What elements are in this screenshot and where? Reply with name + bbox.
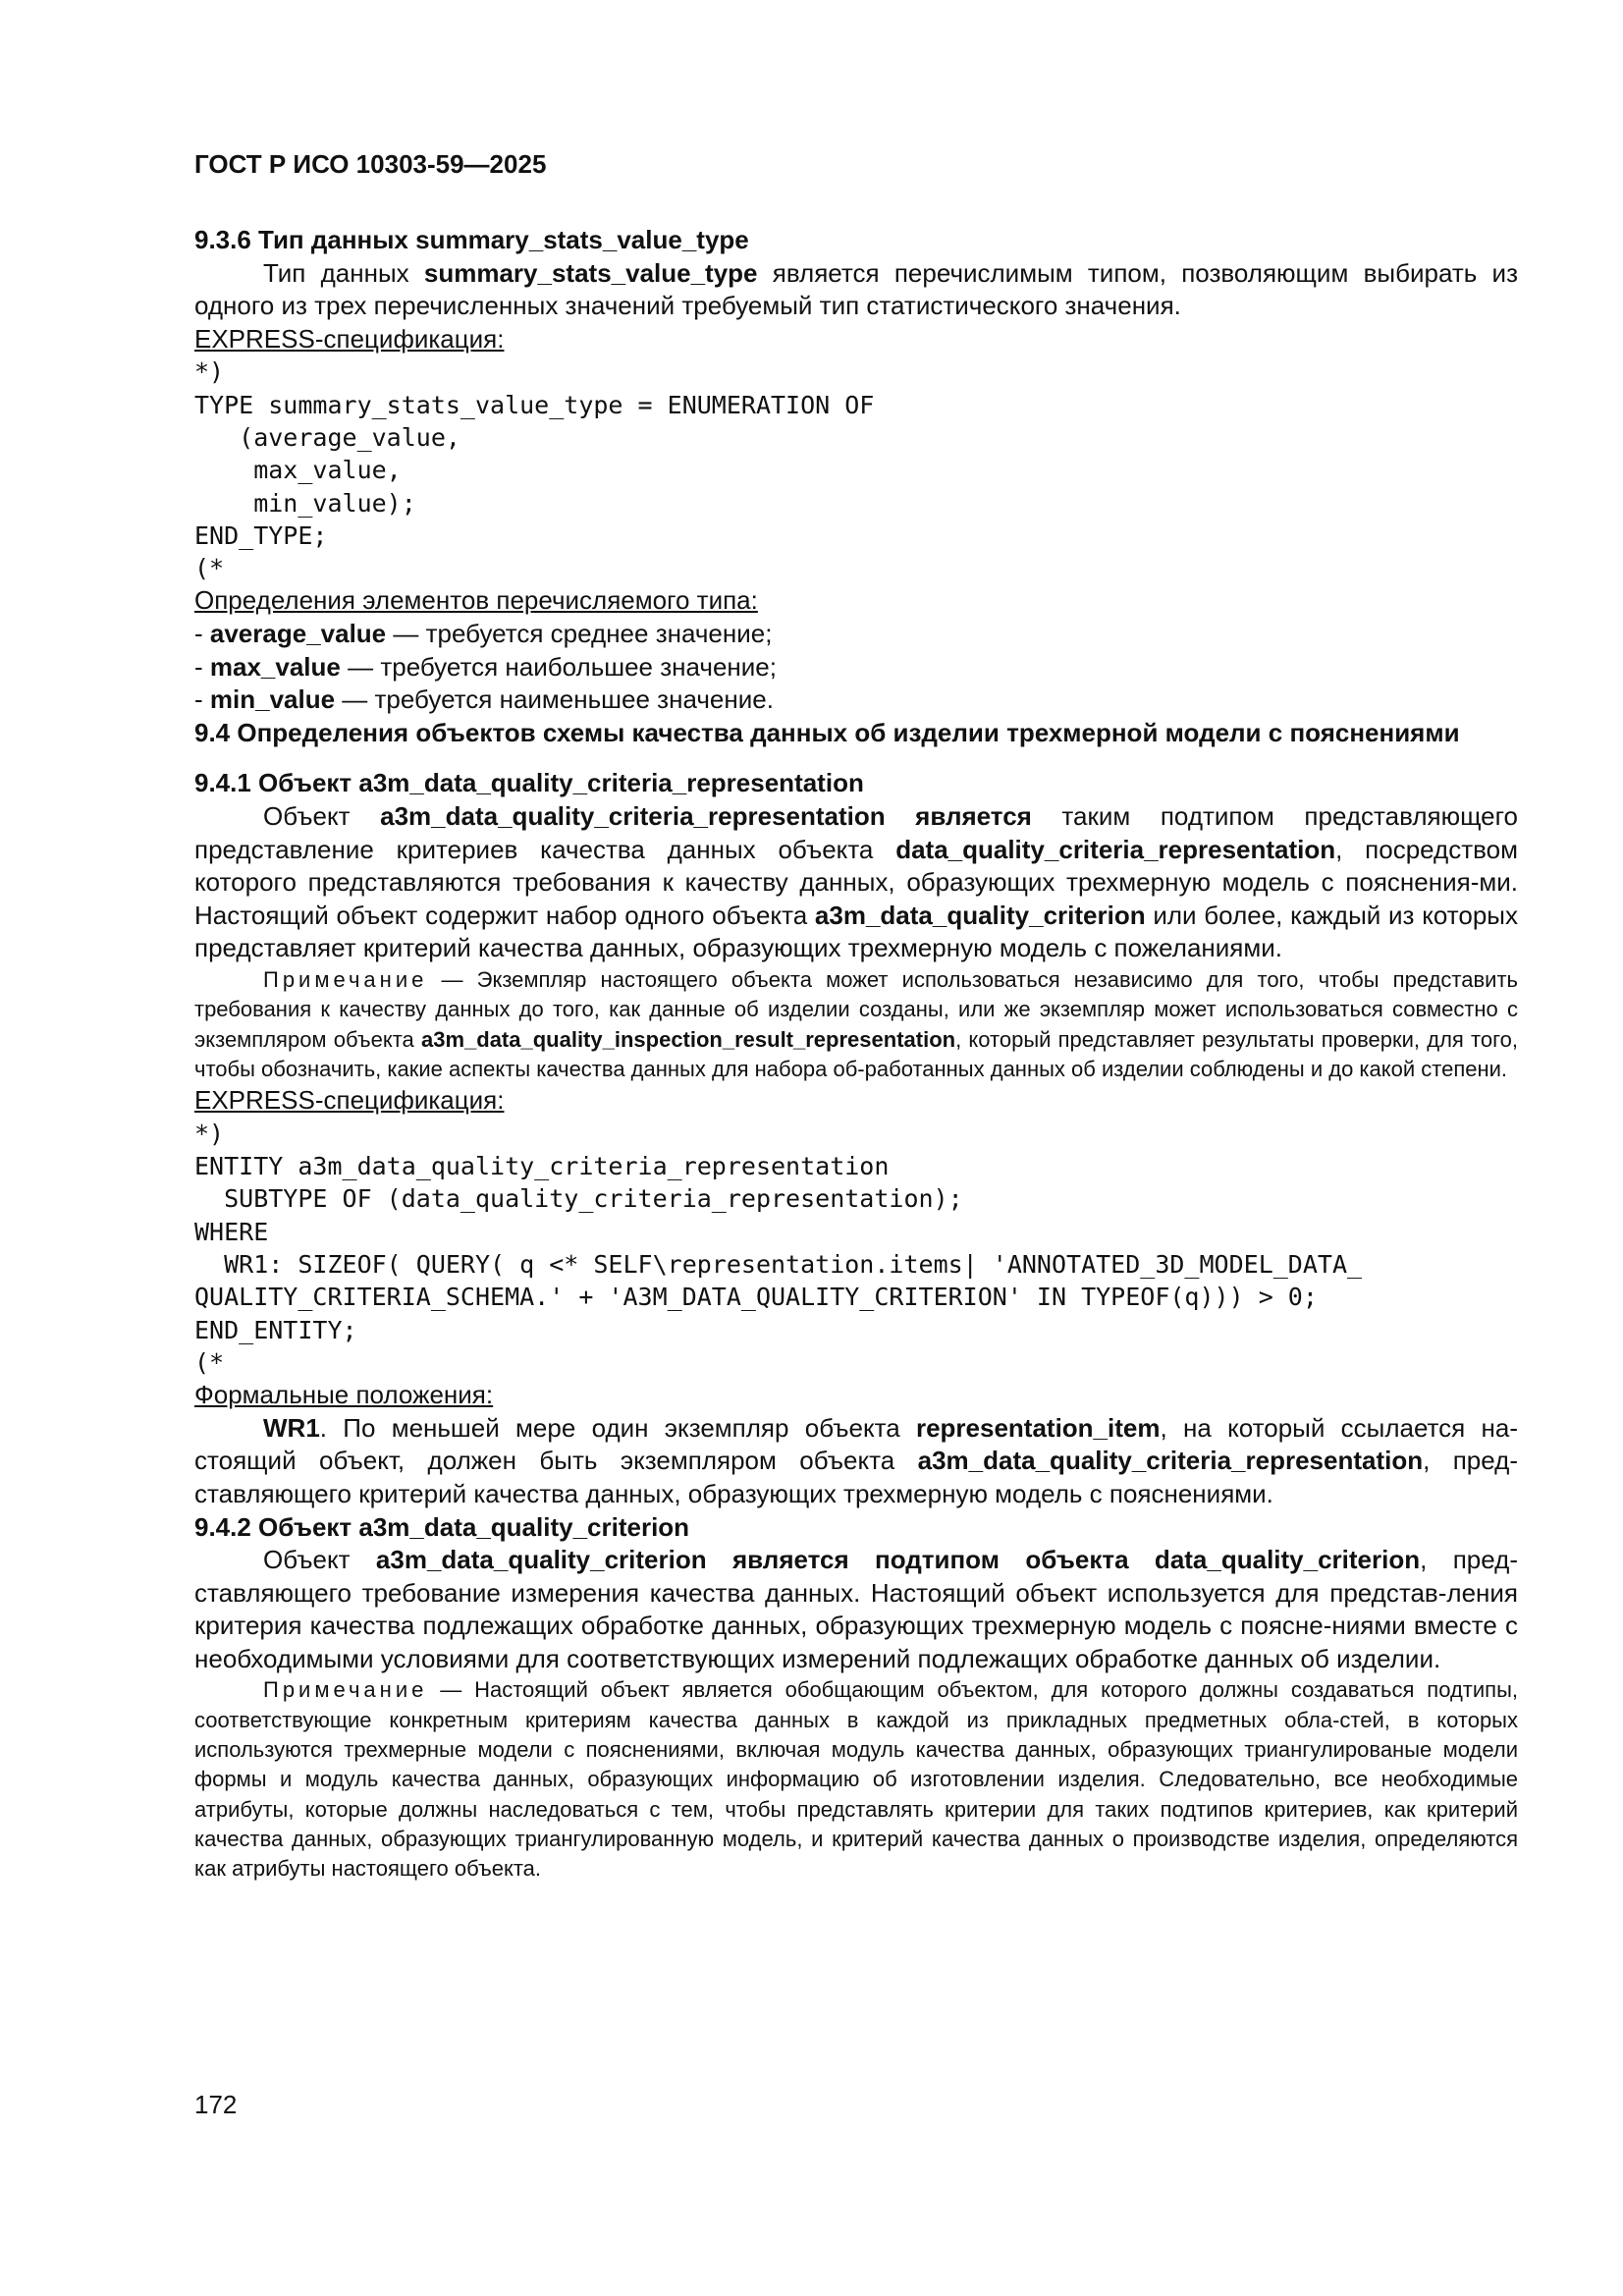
- enum-definitions-label: Определения элементов перечисляемого типа:: [194, 585, 758, 616]
- term-bold: a3m_data_quality_criterion является подтипом объекта data_quality_criterion: [375, 1545, 1421, 1575]
- formal-propositions-label: Формальные положения:: [194, 1380, 494, 1410]
- text-run: является перечислимым типом, позволяющим выбирать из одного из трех перечисленных значений требуемый тип статистического значения.: [194, 257, 1518, 321]
- section-9-4-1-paragraph: [194, 800, 1518, 965]
- term-bold: a3m_data_quality_criteria_representation: [917, 1446, 1424, 1476]
- term-bold: a3m_data_quality_inspection_result_representation: [420, 1026, 956, 1052]
- document-body: [194, 224, 1518, 1885]
- term-bold: summary_stats_value_type: [423, 257, 758, 288]
- text-run: Объект: [263, 1545, 376, 1575]
- text-run: , на который ссылается на-стоящий объект, должен быть экземпляром объекта: [194, 1412, 1518, 1476]
- text-run: Объект: [263, 801, 381, 832]
- enum-item-name: average_value: [209, 619, 387, 649]
- note-label: Примечание: [263, 1677, 428, 1703]
- text-run: , пред-ставляющего критерий качества данных, образующих трехмерную модель с пояснениями.: [194, 1446, 1518, 1508]
- note-9-4-2: [194, 1675, 1518, 1884]
- section-9-4-heading: 9.4 Определения объектов схемы качества данных об изделии трехмерной модели с пояснениями: [194, 717, 1460, 747]
- rule-label: WR1: [263, 1412, 320, 1443]
- express-code-entity: *) ENTITY a3m_data_quality_criteria_representation SUBTYPE OF (data_quality_criteria_representation); WHERE WR1: SIZEOF( QUERY( q <* SELF\representation.items| 'ANNOTATED_3D_MODEL_DATA_ QUALITY_CRITERIA_SCHEMA.' + 'A3M_DATA_QUALITY_CRITERION' IN TYPEOF(q))) > 0; END_ENTITY; (*: [194, 1119, 1363, 1377]
- section-9-4-1-heading: 9.4.1 Объект a3m_data_quality_criteria_representation: [194, 768, 864, 798]
- wr1-paragraph: [194, 1412, 1518, 1511]
- enum-item-name: min_value: [209, 684, 336, 715]
- section-9-4-2-heading: 9.4.2 Объект a3m_data_quality_criterion: [194, 1511, 690, 1542]
- enum-item: - max_value — требуется наибольшее значение;: [194, 651, 777, 682]
- enum-item-desc: — требуется наименьшее значение.: [335, 684, 774, 715]
- term-bold: a3m_data_quality_criteria_representation является: [380, 801, 1032, 832]
- express-spec-label: EXPRESS-спецификация:: [194, 323, 505, 354]
- express-code-type: *) TYPE summary_stats_value_type = ENUMERATION OF (average_value, max_value, min_value); END_TYPE; (*: [194, 357, 875, 583]
- express-spec-label: EXPRESS-спецификация:: [194, 1085, 505, 1116]
- note-label: Примечание: [263, 966, 428, 992]
- document-header: ГОСТ Р ИСО 10303-59—2025: [194, 149, 547, 179]
- text-run: Тип данных: [263, 257, 424, 288]
- enum-item-desc: — требуется среднее значение;: [386, 619, 773, 649]
- text-run: — Настоящий объект является обобщающим объектом, для которого должны создаваться подтипы, соответствующие конкретным критериям качества данных в каждой из прикладных предметных обла-стей, в которых используются трехмерные модели с пояснениями, включая модуль качества данных, образующих триангулированые модели формы и модуль качества данных, образующих информацию об изготовлении изделия. Следовательно, все необходимые атрибуты, которые должны наследоваться с тем, чтобы представлять критерии для таких подтипов критериев, как критерий качества данных, образующих триангулированную модель, и критерий качества данных о производстве изделия, определяются как атрибуты настоящего объекта.: [194, 1677, 1518, 1882]
- enum-item: - average_value — требуется среднее значение;: [194, 619, 773, 649]
- text-run: , посредством которого представляются требования к качеству данных, образующих трехмерную модель с пояснения-ми. Настоящий объект содержит набор одного объекта: [194, 834, 1518, 930]
- section-9-3-6-heading: 9.3.6 Тип данных summary_stats_value_type: [194, 225, 749, 254]
- text-run: , пред-ставляющего требование измерения качества данных. Настоящий объект используется для представ-ления критерия качества подлежащих обработке данных, образующих трехмерную модель с поясне-ниями вместе с необходимыми условиями для соответствующих измерений подлежащих обработке данных об изделии.: [194, 1545, 1518, 1673]
- text-run: . По меньшей мере один экземпляр объекта: [319, 1412, 916, 1443]
- enum-item-name: max_value: [209, 651, 341, 682]
- text-run: таким подтипом представляющего представление критериев качества данных объекта: [194, 801, 1519, 864]
- section-9-4-2-paragraph: [194, 1544, 1518, 1675]
- term-bold: data_quality_criteria_representation: [895, 834, 1336, 864]
- term-bold: a3m_data_quality_criterion: [814, 900, 1146, 930]
- enum-item: - min_value — требуется наименьшее значение.: [194, 684, 774, 715]
- text-run: — Экземпляр настоящего объекта может использоваться независимо для того, чтобы представить требования к качеству данных до того, как данные об изделии созданы, или же экземпляр может использоваться совместно с экземпляром объекта: [194, 966, 1518, 1052]
- page-number: 172: [194, 2090, 238, 2119]
- text-run: , который представляет результаты проверки, для того, чтобы обозначить, какие аспекты качества данных для набора об-работанных данных об изделии соблюдены и до какой степени.: [194, 1026, 1518, 1081]
- text-run: или более, каждый из которых представляет критерий качества данных, образующих трехмерную модель с пожеланиями.: [194, 900, 1518, 963]
- term-bold: representation_item: [915, 1412, 1161, 1443]
- enum-item-desc: — требуется наибольшее значение;: [340, 651, 777, 682]
- section-9-3-6-paragraph: [194, 257, 1518, 323]
- note-9-4-1: [194, 965, 1518, 1084]
